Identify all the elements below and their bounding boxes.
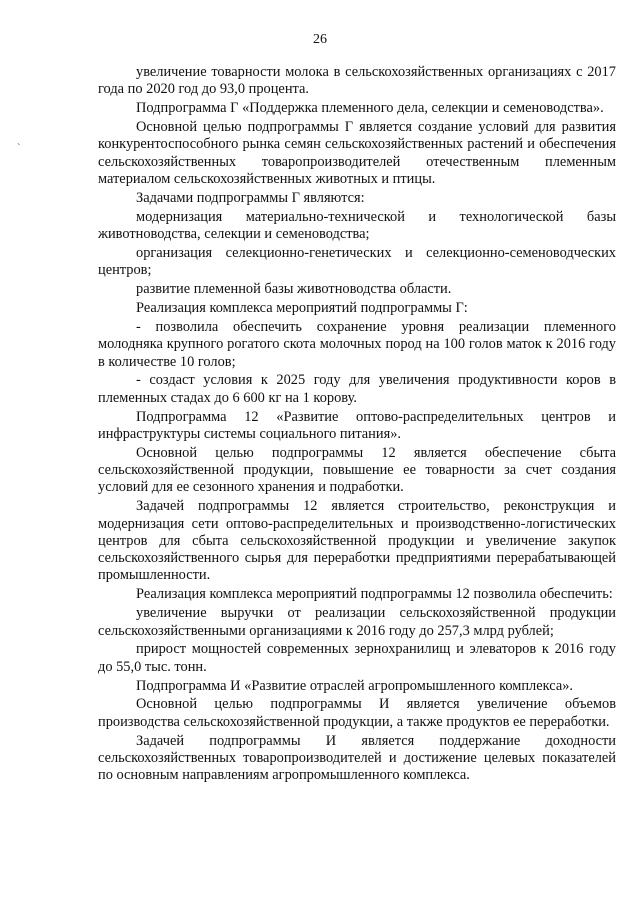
margin-mark: ` xyxy=(17,143,21,154)
subprogram-title-12: Подпрограмма 12 «Развитие оптово-распределительных центров и инфраструктуры системы социального питания». xyxy=(98,408,616,442)
paragraph: увеличение товарности молока в сельскохозяйственных организациях с 2017 года по 2020 год до 93,0 процента. xyxy=(98,64,616,98)
list-item: - позволила обеспечить сохранение уровня реализации племенного молодняка крупного рогатого скота молочных пород на 100 голов маток к 2016 году в количестве 10 голов; xyxy=(98,318,616,370)
list-item: прирост мощностей современных зернохранилищ и элеваторов к 2016 году до 55,0 тыс. тонн. xyxy=(98,641,616,675)
subprogram-title-i: Подпрограмма И «Развитие отраслей агропромышленного комплекса». xyxy=(136,677,574,694)
paragraph: Задачей подпрограммы И является поддержание доходности сельскохозяйственных товаропроизводителей и достижение целевых показателей по основным направлениям агропромышленного комплекса. xyxy=(98,732,616,784)
list-item: модернизация материально-технической и технологической базы животноводства, селекции и семеноводства; xyxy=(98,208,616,243)
paragraph: Реализация комплекса мероприятий подпрограммы 12 позволила обеспечить: xyxy=(136,586,613,603)
list-item: - создаст условия к 2025 году для увеличения продуктивности коров в племенных стадах до 6 600 кг на 1 корову. xyxy=(98,372,616,406)
paragraph: Задачей подпрограммы 12 является строительство, реконструкция и модернизация сети оптово-распределительных и производственно-логистических центров для сбыта сельскохозяйственной продукции и увеличение закупок сельскохозяйственного сырья для переработки предприятиями перерабатывающей промышленности. xyxy=(98,498,616,584)
subprogram-title-g: Подпрограмма Г «Поддержка племенного дела, селекции и семеноводства». xyxy=(136,100,604,117)
paragraph: Реализация комплекса мероприятий подпрограммы Г: xyxy=(136,300,468,317)
page-number: 26 xyxy=(313,32,327,47)
list-item: развитие племенной базы животноводства области. xyxy=(136,281,452,298)
body-text xyxy=(98,64,616,786)
paragraph: Основной целью подпрограммы 12 является обеспечение сбыта сельскохозяйственной продукции, повышение ее товарности за счет создания условий для ее сезонного хранения и подработки. xyxy=(98,444,616,496)
paragraph: Задачами подпрограммы Г являются: xyxy=(136,189,365,206)
list-item: организация селекционно-генетических и селекционно-семеноводческих центров; xyxy=(98,244,616,279)
paragraph: Основной целью подпрограммы Г является создание условий для развития конкурентоспособного рынка семян сельскохозяйственных растений и обеспечения сельскохозяйственных товаропроизводителей отечественным племенным материалом сельскохозяйственных животных и птицы. xyxy=(98,119,616,187)
paragraph: Основной целью подпрограммы И является увеличение объемов производства сельскохозяйственной продукции, а также продуктов ее переработки. xyxy=(98,696,616,730)
list-item: увеличение выручки от реализации сельскохозяйственной продукции сельскохозяйственными организациями к 2016 году до 257,3 млрд рублей; xyxy=(98,605,616,639)
